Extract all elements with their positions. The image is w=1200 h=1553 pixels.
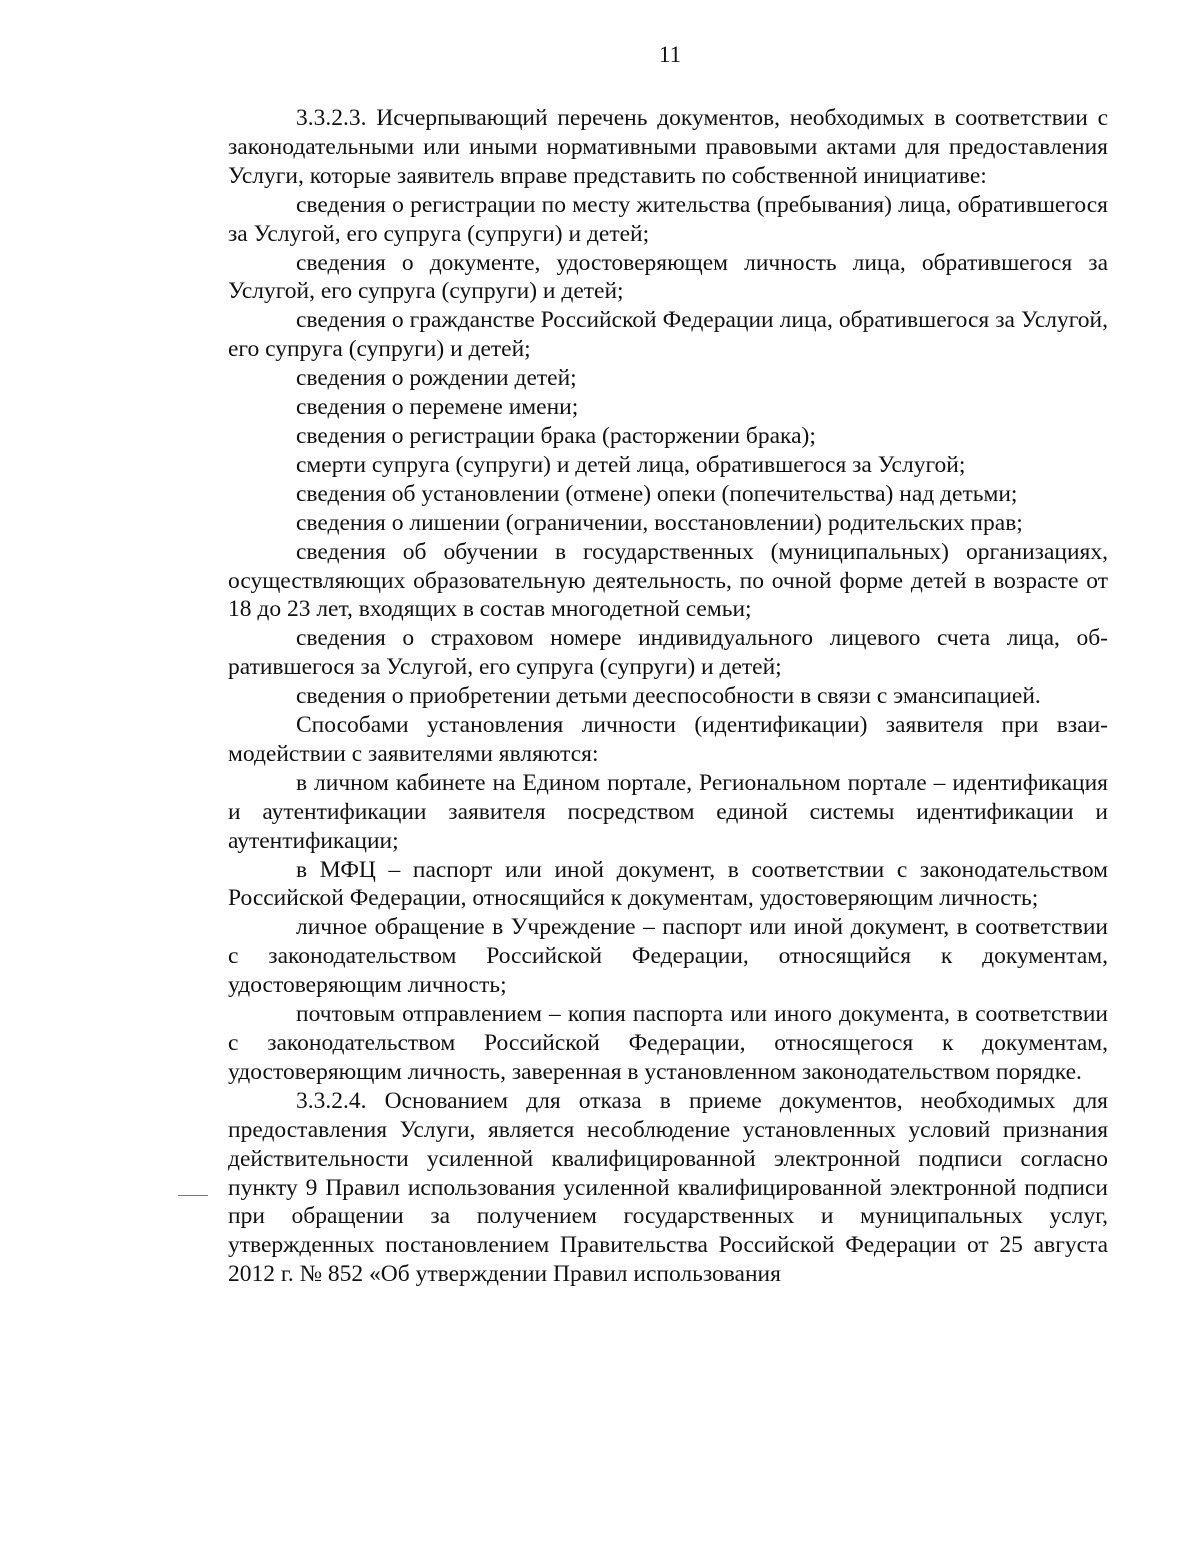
paragraph-personal-visit: личное обращение в Учреждение – паспорт или иной документ, в соответствии с законодательством Российской Федерации, относящийся к документам, удостоверяющим личность; <box>228 914 1108 999</box>
page-number: 11 <box>658 42 682 67</box>
paragraph-residence-registration: сведения о регистрации по месту жительства (пребывания) лица, обратившегося за Услугой, его супруга (супруги) и детей; <box>228 191 1108 247</box>
document-body <box>228 104 1108 1289</box>
paragraph-mfc: в МФЦ – паспорт или иной документ, в соответствии с законодательством Российской Федерации, относящийся к документам, удостоверяющим личность; <box>228 856 1108 912</box>
paragraph-emancipation: сведения о приобретении детьми дееспособности в связи с эмансипацией. <box>296 683 1041 710</box>
paragraph-marriage-registration: сведения о регистрации брака (расторжении брака); <box>296 422 816 449</box>
paragraph-children-birth: сведения о рождении детей; <box>296 365 577 392</box>
paragraph-3-3-2-3: 3.3.2.3. Исчерпывающий перечень документов, необходимых в соответствии с законодательными или иными нормативными правовыми актами для предоставления Услуги, которые заявитель вправе представить по собственной инициативе: <box>228 105 1108 189</box>
paragraph-identity-document: сведения о документе, удостоверяющем личность лица, обратившегося за Услугой, его супруга (супруги) и детей; <box>228 249 1108 305</box>
margin-mark <box>178 1195 208 1196</box>
paragraph-parental-rights: сведения о лишении (ограничении, восстановлении) родительских прав; <box>296 509 1023 536</box>
paragraph-insurance-number: сведения о страховом номере индивидуального лицевого счета лица, обратившегося за Услугой, его супруга (супруги) и детей; <box>228 625 1108 681</box>
paragraph-death: смерти супруга (супруги) и детей лица, обратившегося за Услугой; <box>296 451 966 478</box>
paragraph-education: сведения об обучении в государственных (муниципальных) организациях, осуществляющих образовательную деятельность, по очной форме детей в возрасте от 18 до 23 лет, входящих в состав многодетной семьи; <box>228 538 1108 623</box>
paragraph-name-change: сведения о перемене имени; <box>296 394 579 421</box>
paragraph-citizenship: сведения о гражданстве Российской Федерации лица, обратившегося за Услугой, его супруга (супруги) и детей; <box>228 307 1108 363</box>
paragraph-postal: почтовым отправлением – копия паспорта или иного документа, в соответствии с законодательством Российской Федерации, относящегося к документам, удостоверяющим личность, заверенная в установленном законодательством порядке. <box>228 1001 1108 1085</box>
paragraph-identification-methods: Способами установления личности (идентификации) заявителя при взаимодействии с заявителями являются: <box>228 712 1108 767</box>
paragraph-3-3-2-4: 3.3.2.4. Основанием для отказа в приеме документов, необходимых для предоставления Услуги, является несоблюдение установленных условий признания действительности усиленной квалифицированной электронной подписи согласно пункту 9 Правил использования усиленной квалифицированной электронной подписи при обращении за получением государственных и муниципальных услуг, утвержденных постановлением Правительства Российской Федерации от 25 августа 2012 г. № 852 «Об утверждении Правил использования <box>228 1087 1108 1288</box>
paragraph-guardianship: сведения об установлении (отмене) опеки (попечительства) над детьми; <box>296 480 1018 507</box>
paragraph-personal-cabinet: в личном кабинете на Едином портале, Региональном портале – идентификация и аутентификации заявителя посредством единой системы идентификации и аутентификации; <box>228 769 1108 854</box>
